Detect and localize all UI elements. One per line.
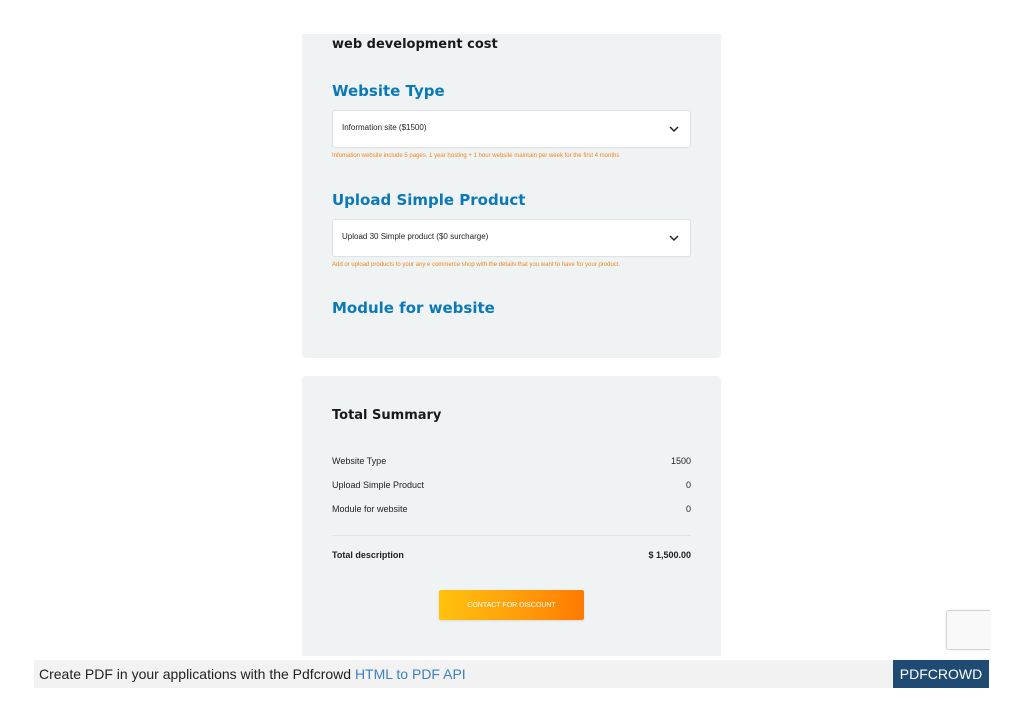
upload-product-heading: Upload Simple Product: [332, 191, 526, 209]
website-type-select[interactable]: [332, 110, 691, 148]
calculator-title: web development cost: [332, 37, 498, 52]
summary-row-label: Module for website: [332, 504, 408, 514]
upload-product-selected-value: Upload 30 Simple product ($0 surcharge): [342, 232, 489, 241]
contact-for-discount-button[interactable]: CONTACT FOR DISCOUNT: [439, 590, 584, 620]
upload-product-hint: Add or upload products to your any e commerce shop with the details that you want to have for your product.: [332, 262, 621, 268]
module-heading: Module for website: [332, 299, 495, 317]
summary-row-label: Website Type: [332, 456, 387, 466]
website-type-hint: Infomation website include 5 pages, 1 year hosting + 1 hour website maintain per week for the first 4 months: [332, 153, 620, 159]
chevron-down-icon: [669, 234, 679, 242]
summary-divider: [332, 535, 691, 536]
summary-row-label: Upload Simple Product: [332, 480, 425, 490]
summary-card: [302, 376, 721, 656]
footer-link[interactable]: HTML to PDF API: [354, 666, 466, 682]
summary-row-value: 0: [685, 480, 691, 490]
website-type-selected-value: Information site ($1500): [342, 123, 427, 132]
summary-total-row: [332, 550, 691, 564]
summary-row: [332, 480, 691, 494]
pdfcrowd-badge[interactable]: PDFCROWD: [893, 660, 989, 688]
upload-product-select[interactable]: [332, 219, 691, 257]
summary-row-value: 0: [685, 504, 691, 514]
cost-calculator-card: [302, 34, 721, 358]
summary-title: Total Summary: [332, 408, 442, 423]
summary-row: [332, 456, 691, 470]
chevron-down-icon: [669, 125, 679, 133]
website-type-heading: Website Type: [332, 82, 445, 100]
summary-row: [332, 504, 691, 518]
recaptcha-badge[interactable]: [946, 610, 990, 650]
footer-text-prefix: Create PDF in your applications with the Pdfcrowd: [39, 666, 355, 682]
pdf-footer-bar: [34, 660, 989, 688]
total-label: Total description: [332, 550, 404, 560]
summary-row-value: 1500: [670, 456, 691, 466]
total-value: $ 1,500.00: [648, 550, 691, 560]
footer-text: [39, 666, 466, 682]
